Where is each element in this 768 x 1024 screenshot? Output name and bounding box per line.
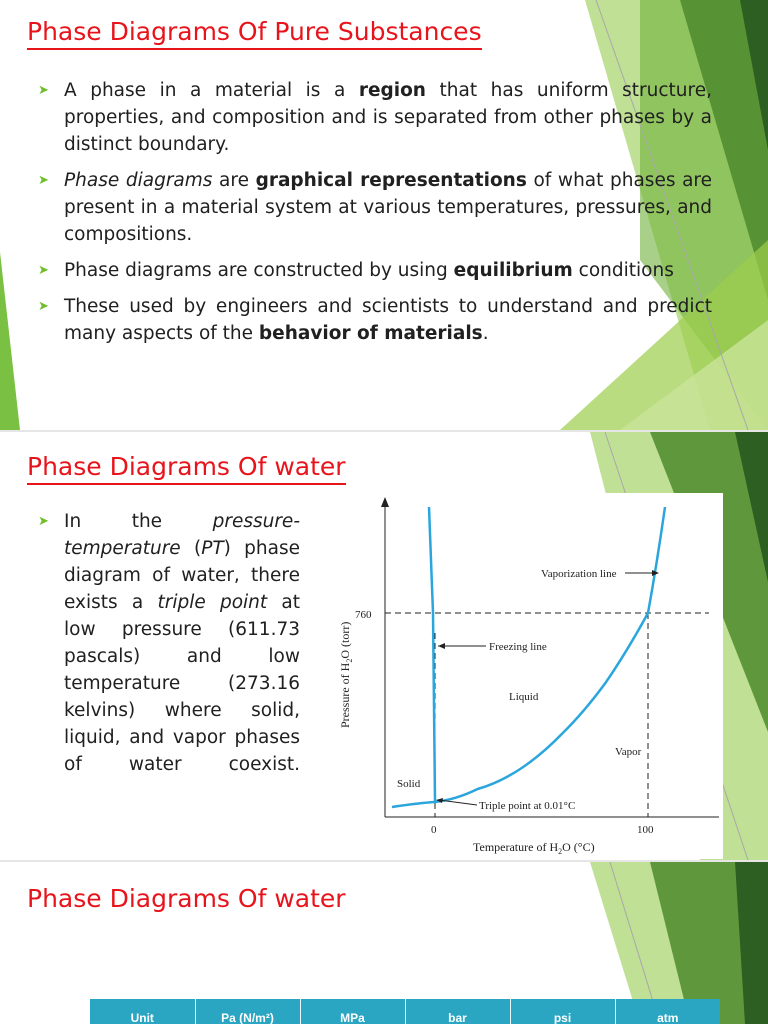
bullet-run-text: These used by engineers and scientists to understand and predict many aspects of the xyxy=(64,296,712,344)
x-tick-0: 0 xyxy=(431,824,437,836)
table-header-cell: Pa (N/m²) xyxy=(195,999,300,1024)
bullet-arrow-icon: ➤ xyxy=(38,299,49,314)
bullet-run-bold: equilibrium xyxy=(453,260,573,281)
bullet-run-italic: PT xyxy=(201,538,224,559)
bullet-run-text: are xyxy=(212,170,256,191)
bullet-arrow-icon: ➤ xyxy=(38,514,49,529)
y-tick-760: 760 xyxy=(355,609,372,621)
bullet-arrow-icon: ➤ xyxy=(38,263,49,278)
bullet-run-text: of what phases are present in a material system at various temperatures, pressures, and compositions. xyxy=(64,170,712,245)
freezing-line-curve xyxy=(392,507,435,807)
slide-title: Phase Diagrams Of Pure Substances xyxy=(27,17,482,50)
bullet-run-bold: region xyxy=(358,80,426,101)
bullet-run-bold: behavior of materials xyxy=(258,323,483,344)
freezing-arrow-head xyxy=(438,643,445,649)
bullet-arrow-icon: ➤ xyxy=(38,83,49,98)
bullet-run-italic: pressure-temperature xyxy=(64,511,300,559)
table-header-cell: atm xyxy=(615,999,720,1024)
bullet-run-text: ( xyxy=(180,538,202,559)
units-table xyxy=(90,999,720,1024)
region-vapor-label: Vapor xyxy=(615,746,642,758)
triple-point-label: Triple point at 0.01°C xyxy=(479,800,576,812)
bullet-run-text: Phase diagrams are constructed by using xyxy=(64,260,454,281)
phase-diagram-chart xyxy=(329,493,723,859)
phase-diagram-svg xyxy=(329,493,723,859)
x-axis-label: Temperature of $H_2O$ (°C) xyxy=(473,840,595,856)
slide-3 xyxy=(0,862,768,1024)
bullet-run-text: . xyxy=(482,323,489,344)
bullet-arrow-icon: ➤ xyxy=(38,173,49,188)
bullet-run-italic: Phase diagrams xyxy=(64,170,213,191)
table-header-cell: MPa xyxy=(300,999,405,1024)
bullet-item xyxy=(38,167,712,248)
bullet-run-text: A phase in a material is a xyxy=(64,80,359,101)
x-tick-100: 100 xyxy=(637,824,654,836)
slide-title: Phase Diagrams Of water xyxy=(27,452,346,485)
bullet-item xyxy=(38,257,712,284)
bullet-item xyxy=(38,508,300,778)
vaporization-line-label: Vaporization line xyxy=(541,568,617,580)
table-header-row xyxy=(90,999,720,1024)
triple-label-arrow xyxy=(439,800,477,805)
bullet-item xyxy=(38,77,712,158)
bullet-list xyxy=(38,508,300,778)
bullet-run-text: In the xyxy=(64,511,213,532)
bullet-list xyxy=(38,77,712,356)
slide-title: Phase Diagrams Of water xyxy=(27,884,346,913)
slide-2 xyxy=(0,432,768,860)
bullet-run-italic: triple point xyxy=(157,592,268,613)
bullet-text xyxy=(64,511,300,775)
bullet-run-text: that has uniform structure, properties, and composition and is separated from other phases by a distinct boundary. xyxy=(64,80,712,155)
bullet-item xyxy=(38,293,712,347)
freezing-line-label: Freezing line xyxy=(489,641,547,653)
y-axis-arrow xyxy=(381,497,389,507)
bullet-run-bold: graphical representations xyxy=(255,170,527,191)
bullet-run-text: at low pressure (611.73 pascals) and low temperature (273.16 kelvins) where solid, liquid, and vapor phases of water coexist. xyxy=(64,592,300,775)
table-header-cell: psi xyxy=(510,999,615,1024)
table-header-cell: Unit xyxy=(90,999,195,1024)
region-solid-label: Solid xyxy=(397,778,421,790)
bullet-run-text: conditions xyxy=(572,260,674,281)
slide-1 xyxy=(0,0,768,430)
bullet-run-text: ) phase diagram of water, there exists a xyxy=(64,538,300,613)
y-axis-label: Pressure of $H_2O$ (torr) xyxy=(338,621,354,728)
region-liquid-label: Liquid xyxy=(509,691,539,703)
table-header-cell: bar xyxy=(405,999,510,1024)
